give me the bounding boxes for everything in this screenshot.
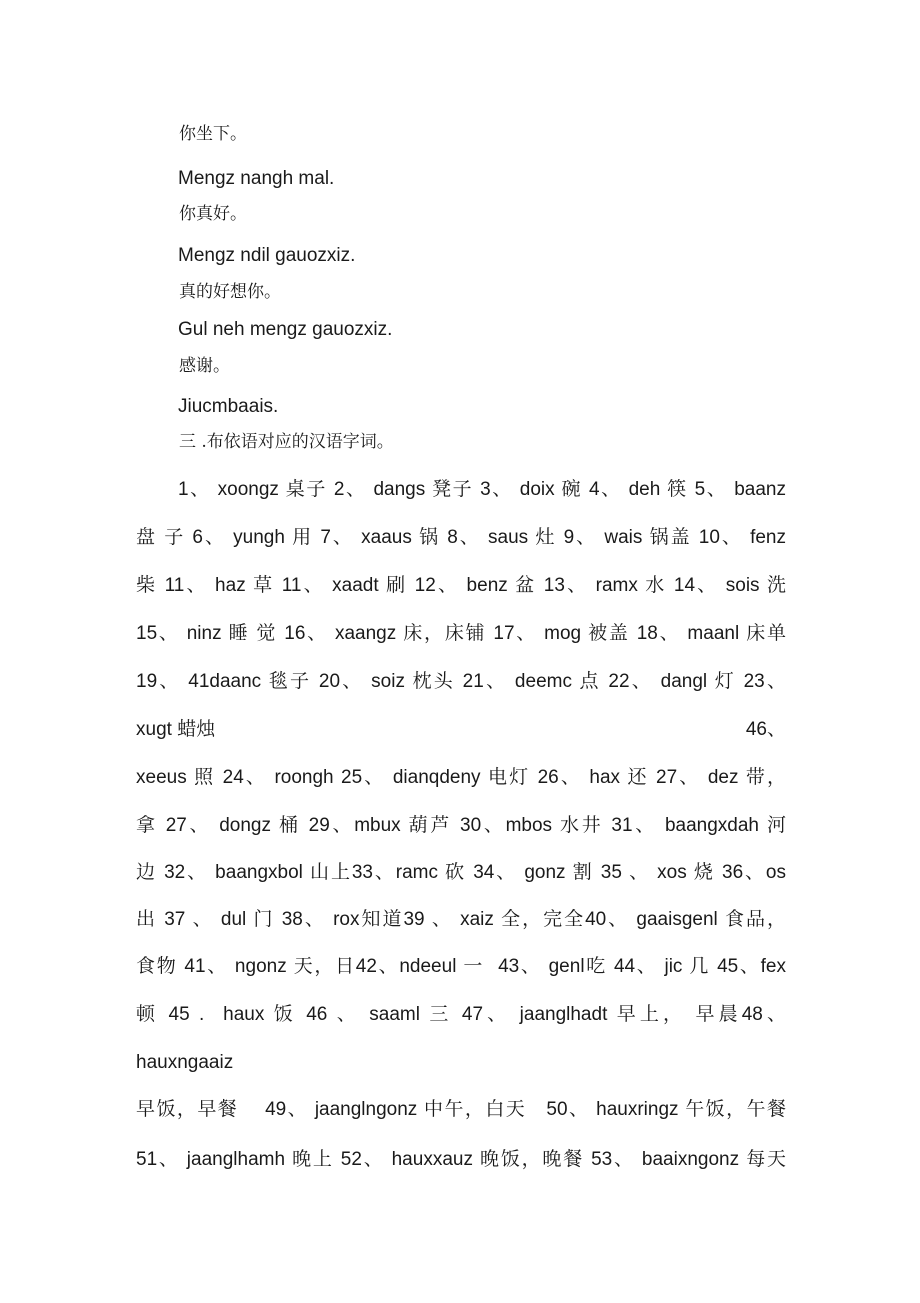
buyi-line-4: Jiucmbaais. (178, 396, 279, 417)
vocab-row: 柴 11、 haz 草 11、 xaadt 刷 12、 benz 盆 13、 ramx 水 14、 sois 洗 (136, 575, 786, 596)
chinese-line-2: 你真好。 (179, 204, 247, 224)
chinese-line-4: 感谢。 (179, 356, 230, 376)
vocab-row: 51、 jaanglhamh 晚上 52、 hauxxauz 晚饭，晚餐 53、 baaixngonz 每天 (136, 1149, 786, 1170)
chinese-line-3: 真的好想你。 (179, 282, 281, 302)
vocab-row: 早饭，早餐 49、 jaanglngonz 中午，白天 50、 hauxringz 午饭，午餐 (136, 1099, 786, 1120)
vocab-row-split (136, 720, 786, 739)
vocab-row: 边 32、 baangxbol 山上33、ramc 砍 34、 gonz 割 35 、 xos 烧 36、os (136, 862, 786, 883)
vocab-row: xeeus 照 24、 roongh 25、 dianqdeny 电灯 26、 hax 还 27、 dez 带， (136, 767, 786, 788)
section-heading: 三 .布依语对应的汉语字词。 (179, 432, 394, 452)
vocab-row: 拿 27、 dongz 桶 29、mbux 葫芦 30、mbos 水井 31、 baangxdah 河 (136, 815, 786, 836)
vocab-row: 盘 子 6、 yungh 用 7、 xaaus 锅 8、 saus 灶 9、 wais 锅盖 10、 fenz (136, 527, 786, 548)
vocab-row: 顿 45 . haux 饭 46 、 saaml 三 47、 jaanglhadt 早上， 早晨48、 (136, 1004, 786, 1025)
vocab-row: 15、 ninz 睡 觉 16、 xaangz 床，床铺 17、 mog 被盖 18、 maanl 床单 (136, 623, 786, 644)
chinese-line-1: 你坐下。 (179, 124, 247, 144)
buyi-line-2: Mengz ndil gauozxiz. (178, 245, 356, 266)
buyi-line-3: Gul neh mengz gauozxiz. (178, 319, 393, 340)
vocab-row-split-left: xugt 蜡烛 (136, 719, 216, 740)
vocab-row-split-right: 46、 (745, 719, 786, 740)
vocab-row-word: hauxngaaiz (136, 1052, 234, 1073)
vocab-row: 19、 41daanc 毯子 20、 soiz 枕头 21、 deemc 点 22、 dangl 灯 23、 (136, 671, 786, 692)
vocab-row: 食物 41、 ngonz 天，日42、ndeeul 一 43、 genl吃 44、 jic 几 45、fex (136, 956, 786, 977)
vocab-row: 1、 xoongz 桌子 2、 dangs 凳子 3、 doix 碗 4、 deh 筷 5、 baanz (178, 479, 786, 500)
vocab-row: 出 37 、 dul 门 38、 rox知道39 、 xaiz 全，完全40、 gaaisgenl 食品， (136, 909, 786, 930)
buyi-line-1: Mengz nangh mal. (178, 168, 335, 189)
